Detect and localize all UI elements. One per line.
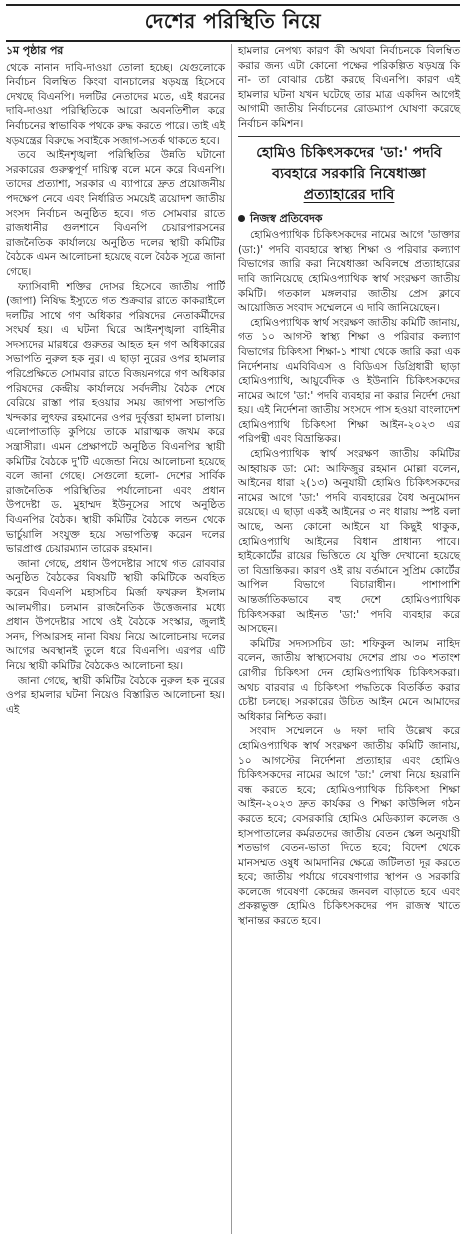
article-divider	[238, 136, 460, 137]
bullet-icon	[238, 215, 245, 222]
byline	[238, 212, 460, 227]
headline-line-1: হোমিও চিকিৎসকদের 'ডা:' পদবি	[256, 144, 442, 161]
article-paragraph: ফ্যাসিবাদী শক্তির দোসর হিসেবে জাতীয় পার্টি (জাপা) নিষিদ্ধ ইস্যুতে গত শুক্রবার রাতে কাকরাইলে দলটির সাথে গণ অধিকার পরিষদের নেতাকর্মীদের সংঘর্ষ হয়। এ ঘটনা ঘিরে আইনশৃঙ্খলা বাহিনীর সদস্যদের মারধরে গুরুতর আহত হন গণ অধিকারের সভাপতি নুরুল হক নুর। এ ছাড়া নুরের ওপর হামলার পরিপ্রেক্ষিতে সোমবার রাতে বিজয়নগরে গণ অধিকার পরিষদের কেন্দ্রীয় কার্যালয়ে সর্বদলীয় বৈঠক শেষে বেরিয়ে রাস্তা পার হওয়ার সময় জাগপা সভাপতি খন্দকার লুৎফর রহমানের ওপর দুর্বৃত্তরা হামলা চালায়। এলোপাতাড়ি কুপিয়ে তাকে মারাত্মক জখম করে সন্ত্রাসীরা। এমন প্রেক্ষাপটে অনুষ্ঠিত বিএনপির স্থায়ী কমিটির বৈঠকে দু'টি এজেন্ডা নিয়ে আলোচনা হয়েছে বলে জানা গেছে। সেগুলো হলো- দেশের সার্বিক রাজনৈতিক পরিস্থিতির পর্যালোচনা এবং প্রধান উপদেষ্টা ড. মুহাম্মদ ইউনূসের সাথে অনুষ্ঠিত বিএনপির বৈঠক। স্থায়ী কমিটির বৈঠকে লন্ডন থেকে ভার্চুয়ালি সংযুক্ত হয়ে সভাপতিত্ব করেন দলের ভারপ্রাপ্ত চেয়ারম্যান তারেক রহমান।	[6, 280, 225, 556]
article-paragraph: হোমিওপ্যাথিক চিকিৎসকদের নামের আগে 'ডাক্তার (ডা:)' পদবি ব্যবহারে স্বাস্থ্য শিক্ষা ও পরিবার কল্যাণ বিভাগের জারি করা নিষেধাজ্ঞা অবিলম্বে প্রত্যাহারের দাবি জানিয়েছে হোমিওপ্যাথিক স্বার্থ সংরক্ষণ জাতীয় কমিটি। গতকাল মঙ্গলবার জাতীয় প্রেস ক্লাবে আয়োজিত সংবাদ সম্মেলনে এ দাবি জানিয়েছেন।	[238, 229, 460, 315]
headline-line-3: প্রত্যাহারের দাবি	[303, 186, 395, 203]
column-divider	[231, 44, 232, 1234]
article-paragraph: সংবাদ সম্মেলনে ৬ দফা দাবি উল্লেখ করে হোমিওপ্যাথিক স্বার্থ সংরক্ষণ জাতীয় কমিটি জানায়, ১০ আগস্টের নির্দেশনা প্রত্যাহার এবং হোমিও চিকিৎসকদের নামের আগে 'ডা:' লেখা নিয়ে হয়রানি বন্ধ করতে হবে; হোমিওপ্যাথিক চিকিৎসা শিক্ষা আইন-২০২৩ দ্রুত কার্যকর ও শিক্ষা কাউন্সিল গঠন করতে হবে; বেসরকারি হোমিও মেডিক্যাল কলেজ ও হাসপাতালের কর্মরতদের জাতীয় বেতন স্কেল অনুযায়ী শতভাগ বেতন-ভাতা দিতে হবে; বিদেশ থেকে মানসম্মত ওষুধ আমদানির ক্ষেত্রে জটিলতা দূর করতে হবে; জাতীয় পর্যায়ে গবেষণাগার স্থাপন ও সরকারি কলেজে গবেষণা কেন্দ্রের জনবল বাড়াতে হবে এবং প্রকল্পভুক্ত হোমিও চিকিৎসকদের পদ রাজস্ব খাতে স্থানান্তর করতে হবে।	[238, 725, 460, 928]
byline-text: নিজস্ব প্রতিবেদক	[250, 211, 323, 225]
left-column	[6, 44, 225, 717]
continued-label: ১ম পৃষ্ঠার পর	[6, 44, 64, 57]
article-paragraph: তবে আইনশৃঙ্খলা পরিস্থিতির উন্নতি ঘটানো সরকারের গুরুত্বপূর্ণ দায়িত্ব বলে মনে করে বিএনপি। তাদের প্রত্যাশা, সরকার এ ব্যাপারে দ্রুত প্রয়োজনীয় পদক্ষেপ নেবে এবং নির্ধারিত সময়েই ত্রয়োদশ জাতীয় সংসদ নির্বাচন অনুষ্ঠিত হবে। গত সোমবার রাতে রাজধানীর গুলশানে বিএনপি চেয়ারপারসনের রাজনৈতিক কার্যালয়ে অনুষ্ঠিত দলের স্থায়ী কমিটির বৈঠকে এমন আলোচনা হয়েছে বলে বৈঠক সূত্রে জানা গেছে।	[6, 149, 225, 278]
article-paragraph: হোমিওপ্যাথিক স্বার্থ সংরক্ষণ জাতীয় কমিটি জানায়, গত ১০ আগস্ট স্বাস্থ্য শিক্ষা ও পরিবার কল্যাণ বিভাগের চিকিৎসা শিক্ষা-১ শাখা থেকে জারি করা এক নির্দেশনায় এমবিবিএস ও বিডিএস ডিগ্রিধারী ছাড়া হোমিওপ্যাথি, আয়ুর্বেদিক ও ইউনানি চিকিৎসকদের নামের আগে 'ডা:' পদবি ব্যবহার না করার নির্দেশ দেয়া হয়। এই নির্দেশনা জাতীয় সংসদে পাস হওয়া বাংলাদেশ হোমিওপ্যাথি চিকিৎসা শিক্ষা আইন-২০২৩ এর পরিপন্থী এবং বিভ্রান্তিকর।	[238, 316, 460, 446]
right-column	[238, 44, 460, 929]
headline-line-2: ব্যবহারে সরকারি নিষেধাজ্ঞা	[272, 165, 426, 182]
article-paragraph: জানা গেছে, প্রধান উপদেষ্টার সাথে গত রোববার অনুষ্ঠিত বৈঠকের বিষয়টি স্থায়ী কমিটিকে অবহিত করেন বিএনপি মহাসচিব মির্জা ফখরুল ইসলাম আলমগীর। চলমান রাজনৈতিক উত্তেজনার মধ্যে প্রধান উপদেষ্টার সাথে ওই বৈঠকে সংস্কার, জুলাই সনদ, পিআরসহ নানা বিষয় নিয়ে আলোচনায় দলের আগের অবস্থানই তুলে ধরে বিএনপি। এরপর এটি নিয়ে স্থায়ী কমিটির বৈঠকেও আলোচনা হয়।	[6, 557, 225, 672]
article-headline	[238, 143, 460, 206]
article-paragraph: হোমিওপ্যাথিক স্বার্থ সংরক্ষণ জাতীয় কমিটির আহ্বায়ক ডা: মো: আফিজুর রহমান মোল্লা বলেন, আইনের ধারা ২(১৩) অনুযায়ী হোমিও চিকিৎসকদের নামের আগে 'ডা:' পদবি ব্যবহারের বৈধ অনুমোদন রয়েছে। এ ছাড়া একই আইনের ৩ নং ধারায় স্পষ্ট বলা আছে, অন্য কোনো আইনে যা কিছুই থাকুক, হোমিওপ্যাথি আইনের বিধান প্রাধান্য পাবে। হাইকোর্টের রায়ের ভিত্তিতে যে যুক্তি দেখানো হয়েছে তা বিভ্রান্তিকর। কারণ ওই রায় বর্তমানে সুপ্রিম কোর্টের আপিল বিভাগে বিচারাধীন। পাশাপাশি আন্তর্জাতিকভাবে বহু দেশে হোমিওপ্যাথিক চিকিৎসকরা আইনত 'ডা:' পদবি ব্যবহার করে আসছেন।	[238, 448, 460, 636]
article-paragraph: থেকে নানান দাবি-দাওয়া তোলা হচ্ছে। যেগুলোকে নির্বাচন বিলম্বিত কিংবা বানচালের ষড়যন্ত্র হিসেবে দেখছে বিএনপি। দলটির নেতাদের মতে, এই ধরনের দাবি-দাওয়া পরিস্থিতিকে আরো অবনতিশীল করে নির্বাচনের স্বাভাবিক পথকে রুদ্ধ করতে পারে। তাই এই ষড়যন্ত্রের বিরুদ্ধে সবাইকে সজাগ-সতর্ক থাকতে হবে।	[6, 61, 225, 147]
lead-paragraph: হামলার নেপথ্য কারণ কী অথবা নির্বাচনকে বিলম্বিত করার জন্য এটা কোনো পক্ষের পরিকল্পিত ষড়যন্ত্র কি না- তা বোঝার চেষ্টা করছে বিএনপি। কারণ এই হামলার ঘটনা যখন ঘটেছে তার মাত্র একদিন আগেই আগামী জাতীয় নির্বাচনের রোডম্যাপ ঘোষণা করেছে নির্বাচন কমিশন।	[238, 45, 460, 130]
article-paragraph: কমিটির সদস্যসচিব ডা: শফিকুল আলম নাহিদ বলেন, জাতীয় স্বাস্থ্যসেবায় দেশের প্রায় ৩০ শতাংশ রোগীর চিকিৎসা দেন হোমিওপ্যাথিক চিকিৎসকরা। অথচ বারবার এ চিকিৎসা পদ্ধতিকে বিতর্কিত করার চেষ্টা চলছে। সরকারের উচিত আইন মেনে আমাদের অধিকার নিশ্চিত করা।	[238, 637, 460, 723]
article-paragraph: জানা গেছে, স্থায়ী কমিটির বৈঠকে নুরুল হক নুরের ওপর হামলার ঘটনা নিয়েও বিস্তারিত আলোচনা হয়। এই	[6, 674, 225, 716]
banner-title: দেশের পরিস্থিতি নিয়ে	[6, 4, 460, 42]
